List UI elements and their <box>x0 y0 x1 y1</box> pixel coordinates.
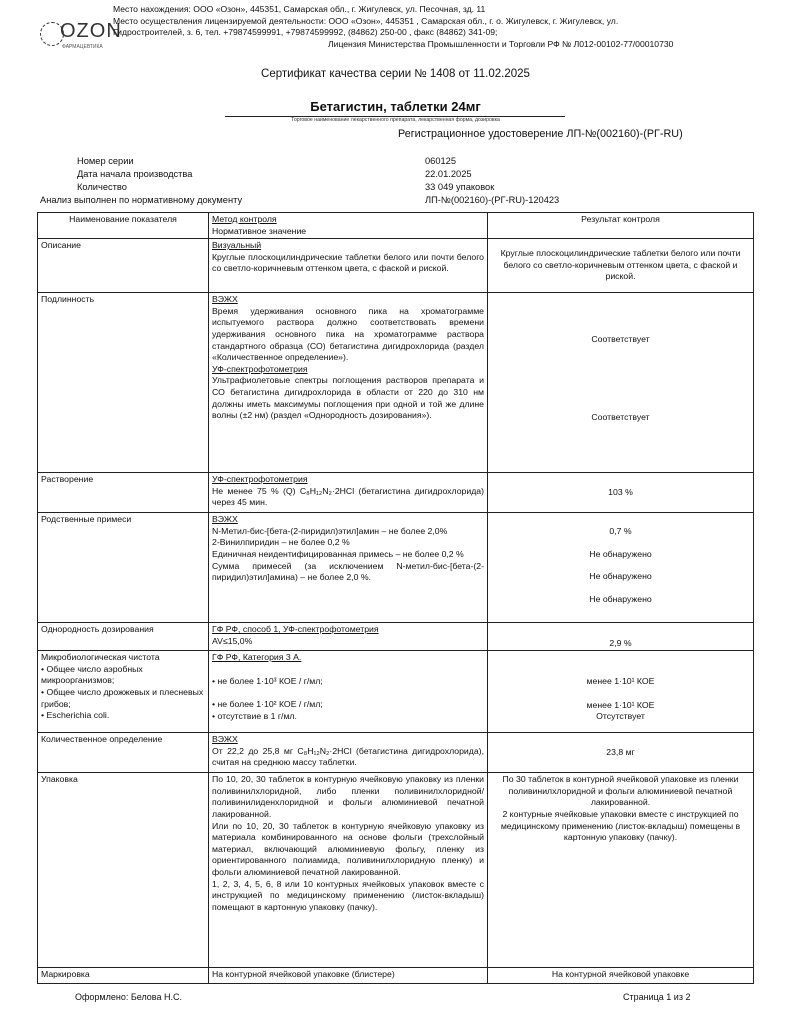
norm-text: Единичная неидентифицированная примесь – не более 0,2 % <box>212 548 464 559</box>
row-result-assay: 23,8 мг <box>488 733 754 773</box>
table-row <box>38 239 754 293</box>
row-name-assay: Количественное определение <box>38 733 209 773</box>
row-result-identity <box>488 293 754 473</box>
meta-value-standard: ЛП-№(002160)-(РГ-RU)-120423 <box>425 195 560 205</box>
row-name-uniformity: Однородность дозирования <box>38 623 209 651</box>
row-norm-impurities <box>209 513 488 623</box>
meta-value-production-date: 22.01.2025 <box>425 169 472 179</box>
result-text: 2 контурные ячейковые упаковки вместе с инструкцией по медицинскому применению (листок-вкладыш) помещены в картонную упаковку (пачку). <box>500 808 741 843</box>
row-result-description: Круглые плоскоцилиндрические таблетки белого или почти белого со светло-коричневым оттенком цвета, с фаской и риской. <box>488 239 754 293</box>
norm-text: Или по 10, 20, 30 таблеток в контурную ячейковую упаковку из материала комбинированного на основе фольги (трехслойный материал, включающий алюминиевую фольгу, пленку из ориентированного полиамида, поливинилхлоридную пленку) и фольги алюминиевой печатной лакированной. <box>212 820 484 877</box>
method-label: Визуальный <box>212 240 262 251</box>
result-text: 0,7 % <box>609 526 632 537</box>
method-label: УФ-спектрофотометрия <box>212 363 308 374</box>
result-text: Соответствует <box>591 334 650 345</box>
logo-subtitle: ФАРМАЦЕВТИКА <box>62 44 103 50</box>
header-norm-label: Нормативное значение <box>212 225 307 236</box>
norm-text: Сумма примесей (за исключением N-метил-бис-[бета-(2-пиридил)этил]амина) – не более 2,0 %. <box>212 560 484 583</box>
norm-text: 2-Винилпиридин – не более 0,2 % <box>212 537 350 548</box>
meta-value-batch: 060125 <box>425 156 457 166</box>
micro-item-name: Escherichia coli. <box>46 710 110 721</box>
row-result-micro <box>488 651 754 733</box>
row-norm-marking: На контурной ячейковой упаковке (блистере) <box>209 968 488 984</box>
norm-text: N-Метил-бис-[бета-(2-пиридил)этил]амин – не более 2,0% <box>212 525 448 536</box>
result-text: Не обнаружено <box>589 593 652 604</box>
header-indicator: Наименование показателя <box>38 213 209 239</box>
micro-item: • Общее число дрожжевых и плесневых грибов; <box>41 686 204 709</box>
row-norm-assay <box>209 733 488 773</box>
method-label: ВЭЖХ <box>212 294 238 305</box>
quality-table <box>37 212 754 984</box>
company-header <box>113 4 773 50</box>
result-text: Отсутствует <box>596 711 645 722</box>
micro-item: • Общее число аэробных микроорганизмов; <box>41 663 143 686</box>
table-row <box>38 473 754 513</box>
norm-text: Не менее 75 % (Q) C₈H₁₂N₂·2HCl (бетагистина дигидрохлорида) через 45 мин. <box>212 485 484 508</box>
row-norm-identity <box>209 293 488 473</box>
result-text: Соответствует <box>591 411 650 422</box>
row-name-identity: Подлинность <box>38 293 209 473</box>
method-label: УФ-спектрофотометрия <box>212 474 308 485</box>
header-method <box>209 213 488 239</box>
meta-label-batch: Номер серии <box>77 156 134 166</box>
row-name-marking: Маркировка <box>38 968 209 984</box>
table-row <box>38 968 754 984</box>
row-result-dissolution: 103 % <box>488 473 754 513</box>
table-row <box>38 651 754 733</box>
method-label: ВЭЖХ <box>212 514 238 525</box>
row-name-dissolution: Растворение <box>38 473 209 513</box>
meta-value-quantity: 33 049 упаковок <box>425 182 495 192</box>
norm-text: • не более 1·10² КОЕ / г/мл; <box>212 699 323 710</box>
method-label: ВЭЖХ <box>212 734 238 745</box>
header-result: Результат контроля <box>488 213 754 239</box>
header-line-contacts: Гидростроителей, з. 6, тел. +79874599991, +79874599992, (84862) 250-00 , факс (84862) 341-09; <box>113 27 498 37</box>
header-line-activity: Место осуществления лицензируемой деятельности: ООО «Озон», 445351 , Самарская обл., г. о. Жигулевск, г. Жигулевск, ул. <box>113 15 619 26</box>
table-row <box>38 773 754 968</box>
header-line-license: Лицензия Министерства Промышленности и Торговли РФ № Л012-00102-77/00010730 <box>328 38 674 49</box>
norm-text: 1, 2, 3, 4, 5, 6, 8 или 10 контурных ячейковых упаковок вместе с инструкцией по медицинскому применению (листок-вкладыш) помещают в картонную упаковку (пачку). <box>212 878 484 912</box>
method-label: ГФ РФ, Категория 3 А. <box>212 652 302 663</box>
norm-text: AV≤15,0% <box>212 635 253 646</box>
header-method-label: Метод контроля <box>212 214 277 224</box>
norm-text: Ультрафиолетовые спектры поглощения растворов препарата и СО бетагистина дигидрохлорида в области от 220 до 310 нм должны иметь максимумы поглощения при одной и той же длине волны (±2 нм) (раздел «Однородность дозирования»). <box>212 375 484 421</box>
table-row <box>38 513 754 623</box>
table-row <box>38 733 754 773</box>
norm-text: Время удерживания основного пика на хроматограмме испытуемого раствора должно соответствовать времени удерживания основного пика на хроматограмме раствора стандартного образца (СО) бетагистина дигидрохлорида (раздел «Количественное определение»). <box>212 305 484 363</box>
row-name-packaging: Упаковка <box>38 773 209 968</box>
norm-text: • отсутствие в 1 г/мл. <box>212 710 297 721</box>
micro-item-name: Общее число аэробных микроорганизмов; <box>41 663 143 686</box>
result-text: менее 1·10¹ КОЕ <box>586 699 655 710</box>
meta-label-standard: Анализ выполнен по нормативному документу <box>40 195 243 205</box>
row-result-impurities <box>488 513 754 623</box>
result-text: менее 1·10¹ КОЕ <box>586 676 655 687</box>
ozon-logo <box>40 12 122 54</box>
row-norm-dissolution <box>209 473 488 513</box>
row-result-uniformity: 2,9 % <box>488 623 754 651</box>
micro-item-name: Общее число дрожжевых и плесневых грибов; <box>41 686 204 709</box>
norm-text: По 10, 20, 30 таблеток в контурную ячейковую упаковку из пленки поливинилхлоридной, либо пленки поливинилхлоридной/поливинилиденхлоридной и фольги алюминиевой печатной лакированной. <box>212 774 484 819</box>
micro-title: Микробиологическая чистота <box>41 652 160 663</box>
product-caption: Торговое наименование лекарственного препарата, лекарственная форма, дозировка <box>291 117 500 123</box>
header-line-location: Место нахождения: ООО «Озон», 445351, Самарская обл., г. Жигулевск, ул. Песочная, зд. 11 <box>113 4 486 14</box>
certificate-title: Сертификат качества серии № 1408 от 11.02.2025 <box>261 68 530 80</box>
row-name-description: Описание <box>38 239 209 293</box>
result-text: Не обнаружено <box>589 548 652 559</box>
result-text: Не обнаружено <box>589 571 652 582</box>
row-norm-micro <box>209 651 488 733</box>
row-norm-packaging <box>209 773 488 968</box>
footer-issued-by: Оформлено: Белова Н.С. <box>75 992 182 1002</box>
registration-certificate: Регистрационное удостоверение ЛП-№(002160)-(РГ-RU) <box>398 128 683 140</box>
result-text: По 30 таблеток в контурной ячейковой упаковке из пленки поливинилхлоридной и фольги алюминиевой печатной лакированной. <box>502 774 739 808</box>
norm-text: • не более 1·10³ КОЕ / г/мл; <box>212 675 323 686</box>
row-result-packaging <box>488 773 754 968</box>
norm-text: Круглые плоскоцилиндрические таблетки белого или почти белого со светло-коричневым оттенком цвета, с фаской и риской. <box>212 251 484 274</box>
footer-page-number: Страница 1 из 2 <box>623 992 691 1002</box>
meta-label-quantity: Количество <box>77 182 127 192</box>
method-label: ГФ РФ, способ 1, УФ-спектрофотометрия <box>212 624 379 635</box>
table-row <box>38 293 754 473</box>
norm-text: От 22,2 до 25,8 мг C₈H₁₂N₂·2HCl (бетагистина дигидрохлорида), считая на среднюю массу таблетки. <box>212 745 484 768</box>
row-norm-description <box>209 239 488 293</box>
logo-text: OZON <box>60 20 122 42</box>
table-row <box>38 623 754 651</box>
micro-item: • Escherichia coli. <box>41 710 110 721</box>
row-name-micro <box>38 651 209 733</box>
row-name-impurities: Родственные примеси <box>38 513 209 623</box>
row-result-marking: На контурной ячейковой упаковке <box>488 968 754 984</box>
product-name: Бетагистин, таблетки 24мг <box>310 99 481 114</box>
table-header-row <box>38 213 754 239</box>
row-norm-uniformity <box>209 623 488 651</box>
meta-label-production-date: Дата начала производства <box>77 169 193 179</box>
